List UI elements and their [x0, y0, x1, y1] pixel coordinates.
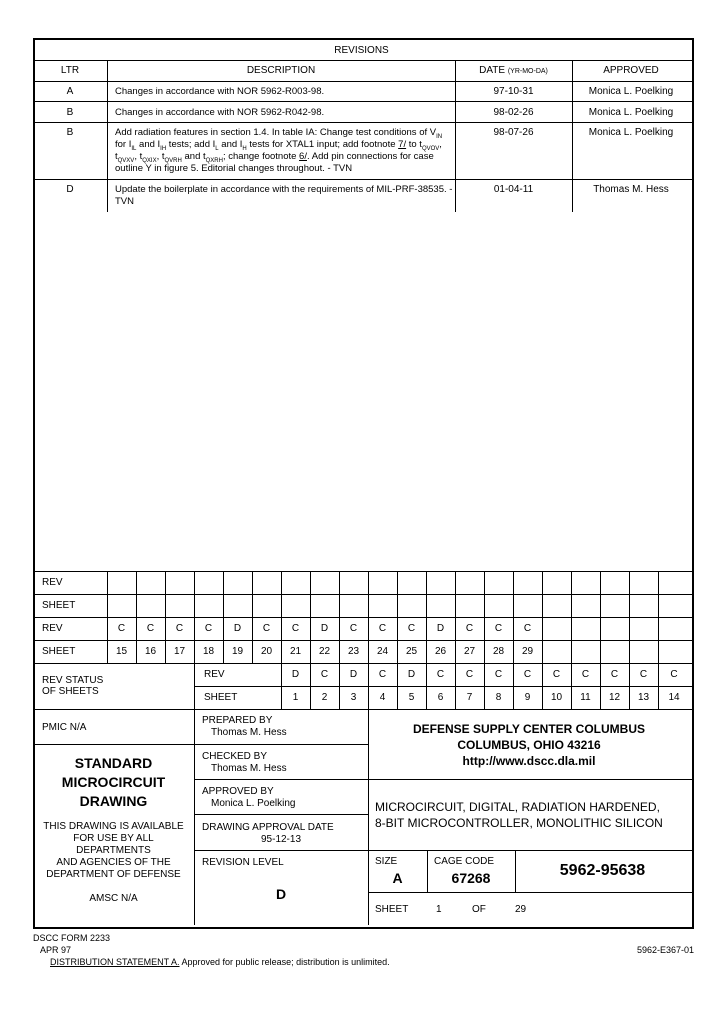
rev-ltr: B [66, 127, 74, 138]
grid-rev-label: REV [42, 577, 63, 588]
rev-cell: D [436, 623, 445, 634]
status-sheet-cell: 4 [379, 692, 386, 703]
rev-description: Add radiation features in section 1.4. In table IA: Change test conditions of $V_{IN}$ for $I_{IL}$ and $I_{IH}$ tests; add $I_L$ and $I_H$ tests for XTAL1 input; add footnote 7/ to $t_{QVOV}$, $t_{QVXV}$, $t_{QXIX}$, $t_{QVRH}$ and $t_{QXRH}$; change footnote 6/. Add pin connections for case outline Y in figure 5. Editorial changes throughout. - TVN [115, 127, 443, 174]
rev-description: Changes in accordance with NOR 5962-R003-98. [115, 86, 325, 97]
rev-cell: C [204, 623, 213, 634]
sheet-number: 1 [436, 904, 442, 915]
rev-ltr: D [66, 184, 74, 195]
rev-cell: C [146, 623, 155, 634]
size-value: A [392, 870, 403, 886]
sheet-cell: 15 [115, 646, 128, 657]
availability-note: DEPARTMENT OF DEFENSE [46, 869, 181, 880]
rev-description: Changes in accordance with NOR 5962-R042-98. [115, 107, 325, 118]
status-sheet-cell: 13 [637, 692, 650, 703]
sheet-cell: 19 [231, 646, 244, 657]
status-sheet-cell: 1 [292, 692, 299, 703]
rev-approver: Monica L. Poelking [588, 107, 674, 118]
status-sheet-cell: 6 [437, 692, 444, 703]
status-rev-cell: C [581, 669, 590, 680]
sheet-label: SHEET [375, 904, 409, 915]
sheet-cell: 27 [463, 646, 476, 657]
rev-cell: C [407, 623, 416, 634]
approved-by-name: Monica L. Poelking [211, 798, 296, 809]
rev-cell: C [465, 623, 474, 634]
sheet-total: 29 [515, 904, 527, 915]
status-sheet-cell: 14 [668, 692, 680, 703]
distribution-statement: DISTRIBUTION STATEMENT A. Approved for public release; distribution is unlimited. [50, 957, 390, 967]
rev-cell: D [320, 623, 329, 634]
cage-code-label: CAGE CODE [434, 856, 495, 867]
document-code: 5962-E367-01 [636, 945, 694, 955]
agency-address: COLUMBUS, OHIO 43216 [457, 738, 601, 752]
sheet-cell: 26 [434, 646, 447, 657]
availability-note: AND AGENCIES OF THE [56, 857, 171, 868]
approved-by-label: APPROVED BY [202, 786, 274, 797]
rev-cell: C [262, 623, 271, 634]
grid-rev-label: REV [42, 623, 63, 634]
status-sheet-cell: 12 [608, 692, 621, 703]
checked-by-name: Thomas M. Hess [211, 763, 287, 774]
rev-cell: C [291, 623, 300, 634]
rev-approver: Monica L. Poelking [588, 86, 674, 97]
sheet-cell: 24 [376, 646, 389, 657]
checked-by-label: CHECKED BY [202, 751, 268, 762]
header-approved: APPROVED [603, 65, 659, 76]
status-rev-cell: C [378, 669, 387, 680]
status-rev-cell: C [436, 669, 445, 680]
agency-url[interactable]: http://www.dscc.dla.mil [462, 754, 596, 768]
rev-date: 97-10-31 [493, 86, 534, 97]
rev-cell: C [175, 623, 184, 634]
standard-title: MICROCIRCUIT [61, 774, 166, 790]
availability-note: DEPARTMENTS [76, 845, 151, 856]
standard-title: STANDARD [74, 755, 153, 771]
rev-approver: Thomas M. Hess [593, 184, 669, 195]
drawing-title: 8-BIT MICROCONTROLLER, MONOLITHIC SILICON [375, 816, 663, 830]
drawing-title: MICROCIRCUIT, DIGITAL, RADIATION HARDENED, [375, 800, 660, 814]
status-rev-cell: D [349, 669, 358, 680]
status-sheet-label: SHEET [204, 692, 238, 703]
sheet-cell: 18 [202, 646, 215, 657]
status-rev-cell: C [639, 669, 648, 680]
pmic-label: PMIC N/A [42, 722, 87, 733]
status-sheet-cell: 5 [408, 692, 415, 703]
cage-code-value: 67268 [451, 870, 491, 886]
size-label: SIZE [375, 856, 398, 867]
status-rev-cell: C [670, 669, 678, 680]
rev-date: 01-04-11 [493, 184, 534, 195]
status-rev-cell: C [320, 669, 329, 680]
rev-date: 98-02-26 [493, 107, 534, 118]
rev-cell: C [494, 623, 503, 634]
rev-ltr: A [66, 86, 74, 97]
status-rev-cell: C [552, 669, 561, 680]
status-rev-cell: D [291, 669, 300, 680]
sheet-cell: 28 [492, 646, 505, 657]
prepared-by-label: PREPARED BY [202, 715, 273, 726]
standard-title: DRAWING [79, 793, 148, 809]
revision-level: D [275, 886, 287, 902]
rev-cell: C [523, 623, 532, 634]
approval-date: 95-12-13 [260, 834, 302, 845]
revisions-title: REVISIONS [334, 45, 389, 56]
sheet-cell: 17 [173, 646, 186, 657]
amsc-label: AMSC N/A [89, 893, 138, 904]
status-rev-cell: D [407, 669, 416, 680]
sheet-cell: 25 [405, 646, 418, 657]
sheet-cell: 22 [318, 646, 331, 657]
agency-name: DEFENSE SUPPLY CENTER COLUMBUS [412, 722, 646, 736]
form-date: APR 97 [40, 945, 72, 955]
status-sheet-cell: 9 [524, 692, 531, 703]
rev-cell: C [378, 623, 387, 634]
rev-date: 98-07-26 [493, 127, 534, 138]
status-sheet-cell: 8 [495, 692, 502, 703]
sheet-cell: 16 [144, 646, 157, 657]
rev-cell: C [117, 623, 126, 634]
drawing-number: 5962-95638 [559, 862, 646, 879]
rev-cell: C [349, 623, 358, 634]
sheet-cell: 21 [289, 646, 302, 657]
sheet-cell: 29 [521, 646, 534, 657]
revision-level-label: REVISION LEVEL [202, 857, 284, 868]
sheet-of-label: OF [472, 904, 486, 915]
availability-note: FOR USE BY ALL [73, 833, 154, 844]
status-rev-cell: C [610, 669, 619, 680]
status-sheet-cell: 7 [466, 692, 473, 703]
status-sheet-cell: 2 [321, 692, 328, 703]
rev-description: Update the boilerplate in accordance with the requirements of MIL-PRF-38535. - TVN [115, 184, 453, 207]
prepared-by-name: Thomas M. Hess [211, 727, 287, 738]
status-rev-cell: C [465, 669, 474, 680]
rev-status-label: REV STATUS [42, 675, 104, 686]
rev-status-label: OF SHEETS [42, 686, 99, 697]
status-rev-cell: C [494, 669, 503, 680]
rev-cell: D [233, 623, 242, 634]
approval-date-label: DRAWING APPROVAL DATE [202, 822, 334, 833]
header-date: DATE (YR-MO-DA) [479, 65, 548, 76]
status-rev-label: REV [204, 669, 225, 680]
availability-note: THIS DRAWING IS AVAILABLE [43, 821, 184, 832]
grid-sheet-label: SHEET [42, 600, 76, 611]
status-sheet-cell: 11 [580, 692, 591, 703]
sheet-cell: 23 [347, 646, 360, 657]
status-sheet-cell: 10 [550, 692, 563, 703]
header-ltr: LTR [60, 65, 80, 76]
grid-sheet-label: SHEET [42, 646, 76, 657]
form-number: DSCC FORM 2233 [33, 933, 111, 943]
header-description: DESCRIPTION [246, 65, 316, 76]
rev-approver: Monica L. Poelking [588, 127, 674, 138]
status-sheet-cell: 3 [350, 692, 357, 703]
rev-ltr: B [66, 107, 74, 118]
sheet-cell: 20 [260, 646, 273, 657]
status-rev-cell: C [523, 669, 532, 680]
